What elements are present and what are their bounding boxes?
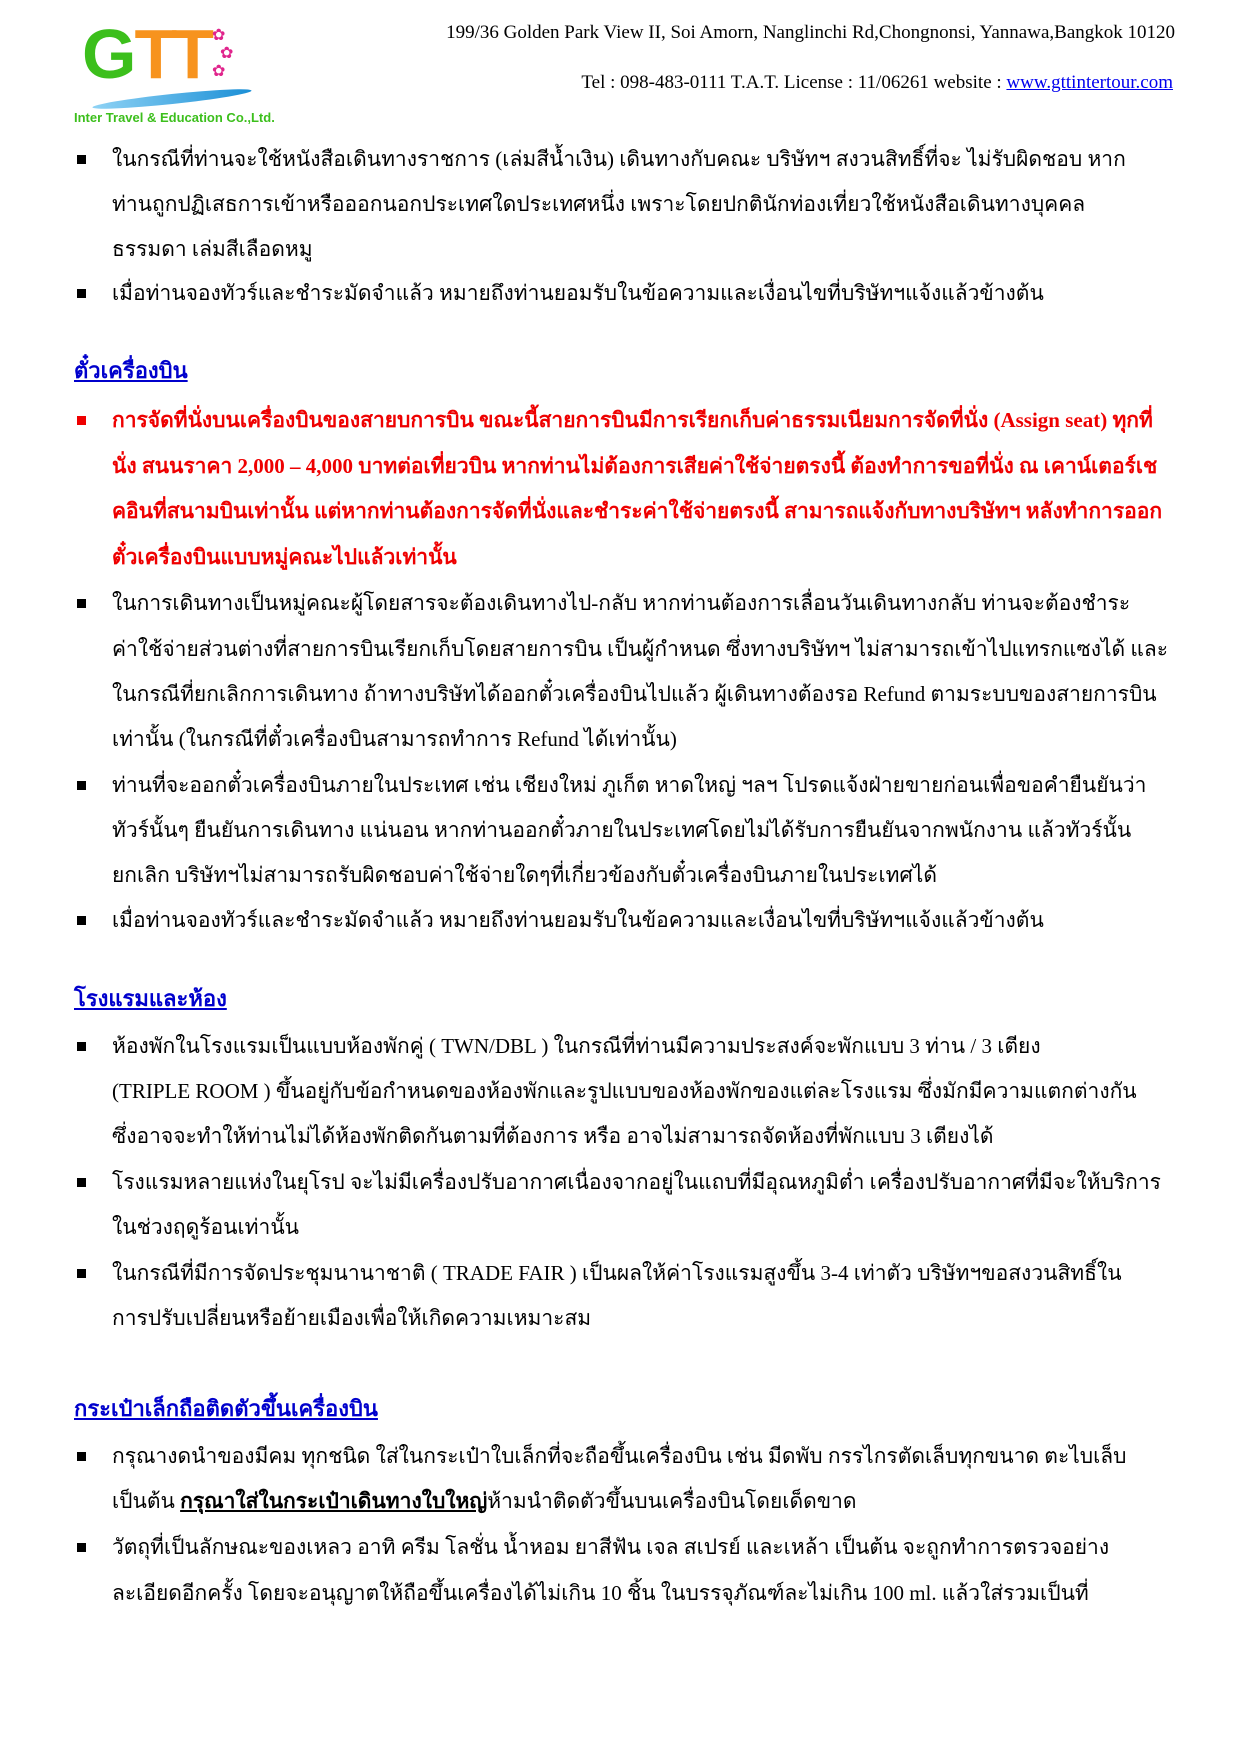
bullet-square-icon — [77, 1042, 86, 1051]
text-emphasis: กรุณาใส่ในกระเป๋าเดินทางใบใหญ่ — [180, 1489, 488, 1513]
paragraph-line: ห้องพักในโรงแรมเป็นแบบห้องพักคู่ ( TWN/DBL ) ในกรณีที่ท่านมีความประสงค์จะพักแบบ 3 ท่าน / 3 เตียง — [112, 1034, 1041, 1058]
paragraph-line: เท่านั้น (ในกรณีที่ตั๋วเครื่องบินสามารถทำการ Refund ได้เท่านั้น) — [112, 727, 677, 751]
bullet-square-icon — [77, 289, 86, 298]
paragraph-line: ท่านที่จะออกตั๋วเครื่องบินภายในประเทศ เช่น เชียงใหม่ ภูเก็ต หาดใหญ่ ฯลฯ โปรดแจ้งฝ่ายขายก่อนเพื่อขอคำยืนยันว่า — [112, 773, 1147, 797]
bullet-square-icon — [77, 1269, 86, 1278]
paragraph-line: ในกรณีที่มีการจัดประชุมนานาชาติ ( TRADE FAIR ) เป็นผลให้ค่าโรงแรมสูงขึ้น 3-4 เท่าตัว บริษัทฯขอสงวนสิทธิ์ใน — [112, 1261, 1122, 1285]
paragraph-line: ในการเดินทางเป็นหมู่คณะผู้โดยสารจะต้องเดินทางไป-กลับ หากท่านต้องการเลื่อนวันเดินทางกลับ ท่านจะต้องชำระ — [112, 591, 1131, 615]
contact-line — [581, 72, 1173, 94]
bullet-square-icon — [77, 416, 86, 425]
paragraph-line — [112, 1486, 1176, 1516]
paragraph-line: ละเอียดอีกครั้ง โดยจะอนุญาตให้ถือขึ้นเครื่องได้ไม่เกิน 10 ชิ้น ในบรรจุภัณฑ์ละไม่เกิน 100 ml. แล้วใส่รวมเป็นที่ — [112, 1581, 1089, 1605]
bullet-square-icon — [77, 1178, 86, 1187]
flower-icon: ✿ — [211, 63, 226, 80]
bullet-square-icon — [77, 599, 86, 608]
paragraph-line: ทัวร์นั้นๆ ยืนยันการเดินทาง แน่นอน หากท่านออกตั๋วภายในประเทศโดยไม่ได้รับการยืนยันจากพนักงาน แล้วทัวร์นั้น — [112, 818, 1132, 842]
paragraph-line: ค่าใช้จ่ายส่วนต่างที่สายการบินเรียกเก็บโดยสายการบิน เป็นผู้กำหนด ซึ่งทางบริษัทฯ ไม่สามารถเข้าไปแทรกแซงได้ และ — [112, 637, 1169, 661]
paragraph-line: เมื่อท่านจองทัวร์และชำระมัดจำแล้ว หมายถึงท่านยอมรับในข้อความและเงื่อนไขที่บริษัทฯแจ้งแล้วข้างต้น — [112, 908, 1044, 932]
paragraph-line: วัตถุที่เป็นลักษณะของเหลว อาทิ ครีม โลชั่น น้ำหอม ยาสีฟัน เจล สเปรย์ และเหล้า เป็นต้น จะถูกทำการตรวจอย่าง — [112, 1535, 1110, 1559]
section-heading: โรงแรมและห้อง — [74, 986, 227, 1011]
bullet-square-icon — [77, 916, 86, 925]
tel-license-text: Tel : 098-483-0111 T.A.T. License : 11/06261 website : — [581, 72, 1007, 93]
logo-letters-tt: TT — [134, 15, 208, 93]
section-heading: ตั๋วเครื่องบิน — [74, 358, 188, 383]
paragraph-line: ในกรณีที่ยกเลิกการเดินทาง ถ้าทางบริษัทได้ออกตั๋วเครื่องบินไปแล้ว ผู้เดินทางต้องรอ Refund ตามระบบของสายการบิน — [112, 682, 1157, 706]
paragraph-line: ในกรณีที่ท่านจะใช้หนังสือเดินทางราชการ (เล่มสีน้ำเงิน) เดินทางกับคณะ บริษัทฯ สงวนสิทธิ์ที่จะ ไม่รับผิดชอบ หาก — [112, 147, 1126, 171]
website-link[interactable]: www.gttintertour.com — [1006, 72, 1173, 93]
bullet-square-icon — [77, 1452, 86, 1461]
text-before: เป็นต้น — [112, 1489, 181, 1513]
paragraph-line: เมื่อท่านจองทัวร์และชำระมัดจำแล้ว หมายถึงท่านยอมรับในข้อความและเงื่อนไขที่บริษัทฯแจ้งแล้วข้างต้น — [112, 281, 1044, 305]
company-address: 199/36 Golden Park View II, Soi Amorn, Nanglinchi Rd,Chongnonsi, Yannawa,Bangkok 10120 — [446, 22, 1175, 43]
paragraph-line: โรงแรมหลายแห่งในยุโรป จะไม่มีเครื่องปรับอากาศเนื่องจากอยู่ในแถบที่มีอุณหภูมิต่ำ เครื่องปรับอากาศที่มีจะให้บริการ — [112, 1170, 1161, 1194]
logo-subtitle: Inter Travel & Education Co.,Ltd. — [74, 110, 275, 125]
paragraph-line: ท่านถูกปฏิเสธการเข้าหรือออกนอกประเทศใดประเทศหนึ่ง เพราะโดยปกตินักท่องเที่ยวใช้หนังสือเดินทางบุคคล — [112, 192, 1086, 216]
paragraph-line: ธรรมดา เล่มสีเลือดหมู — [112, 237, 313, 261]
paragraph-line: ยกเลิก บริษัทฯไม่สามารถรับผิดชอบค่าใช้จ่ายใดๆที่เกี่ยวข้องกับตั๋วเครื่องบินภายในประเทศได้ — [112, 863, 937, 887]
paragraph-line: ในช่วงฤดูร้อนเท่านั้น — [112, 1215, 300, 1239]
paragraph-line: (TRIPLE ROOM ) ขึ้นอยู่กับข้อกำหนดของห้องพักและรูปแบบของห้องพักของแต่ละโรงแรม ซึ่งมักมีความแตกต่างกัน — [112, 1079, 1137, 1103]
logo-flowers — [212, 18, 233, 90]
section-heading: กระเป๋าเล็กถือติดตัวขึ้นเครื่องบิน — [74, 1396, 378, 1421]
paragraph-line: กรุณางดนำของมีคม ทุกชนิด ใส่ในกระเป๋าใบเล็กที่จะถือขึ้นเครื่องบิน เช่น มีดพับ กรรไกรตัดเล็บทุกขนาด ตะไบเล็บ — [112, 1444, 1127, 1468]
paragraph-line: การปรับเปลี่ยนหรือย้ายเมืองเพื่อให้เกิดความเหมาะสม — [112, 1306, 592, 1330]
paragraph-line: ซึ่งอาจจะทำให้ท่านไม่ได้ห้องพักติดกันตามที่ต้องการ หรือ อาจไม่สามารถจัดห้องที่พักแบบ 3 เตียงได้ — [112, 1124, 994, 1148]
paragraph-line: คอินที่สนามบินเท่านั้น แต่หากท่านต้องการจัดที่นั่งและชำระค่าใช้จ่ายตรงนี้ สามารถแจ้งกับทางบริษัทฯ หลังทำการออก — [112, 499, 1163, 523]
bullet-square-icon — [77, 781, 86, 790]
paragraph-line: ตั๋วเครื่องบินแบบหมู่คณะไปแล้วเท่านั้น — [112, 545, 457, 569]
bullet-square-icon — [77, 155, 86, 164]
bullet-square-icon — [77, 1543, 86, 1552]
paragraph-line: นั่ง สนนราคา 2,000 – 4,000 บาทต่อเที่ยวบิน หากท่านไม่ต้องการเสียค่าใช้จ่ายตรงนี้ ต้องทำการขอที่นั่ง ณ เคาน์เตอร์เช — [112, 454, 1158, 478]
text-after: ห้ามนำติดตัวขึ้นบนเครื่องบินโดยเด็ดขาด — [487, 1489, 857, 1513]
logo-wordmark — [82, 15, 234, 93]
company-logo — [74, 15, 275, 130]
flower-icon: ✿ — [219, 45, 234, 62]
logo-letter-g: G — [82, 15, 135, 93]
paragraph-line: การจัดที่นั่งบนเครื่องบินของสายบการบิน ขณะนี้สายการบินมีการเรียกเก็บค่าธรรมเนียมการจัดที่นั่ง (Assign seat) ทุกที่ — [112, 408, 1153, 432]
flower-icon: ✿ — [211, 27, 226, 44]
